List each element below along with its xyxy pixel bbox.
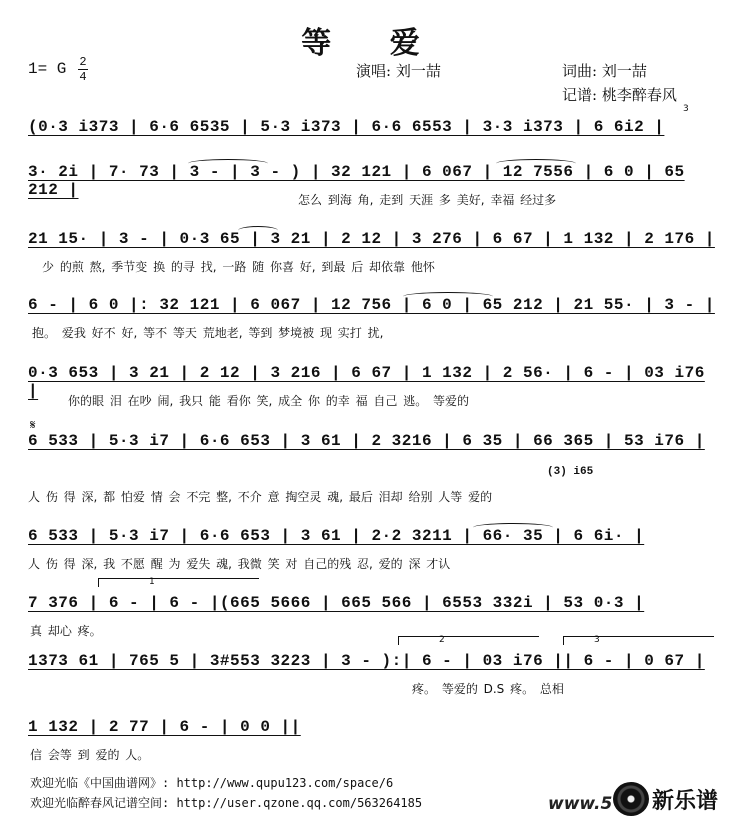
score-row-5 — [28, 364, 718, 424]
notation-line: 1 132 | 2 77 | 6 - | 0 0 || — [28, 718, 301, 736]
notation-line: 7 376 | 6 - | 6 - |(665 5666 | 665 566 | 6553 332i | 53 0·3 | — [28, 594, 645, 612]
score-row-4 — [28, 296, 718, 356]
footer-link-qupu[interactable]: 欢迎光临《中国曲谱网》: http://www.qupu123.com/space/6 — [30, 776, 394, 790]
volta-1-label: 1 — [149, 577, 155, 587]
footer-link-qzone[interactable]: 欢迎光临醉春风记谱空间: http://user.qzone.qq.com/563264185 — [30, 796, 423, 810]
notation-line: 6 533 | 5·3 i7 | 6·6 653 | 3 61 | 2·2 3211 | 66· 35 | 6 6i· | — [28, 527, 645, 545]
lyrics-line: 信 会等 到 爱的 人。 — [30, 748, 150, 762]
score-row-2 — [28, 163, 718, 223]
key-signature: 1= G — [28, 60, 67, 78]
lyrics-line: 少 的煎 熬, 季节变 换 的寻 找, 一路 随 你喜 好, 到最 后 却依靠 他怀 — [42, 260, 435, 274]
notation-line: 3· 2i | 7· 73 | 3 - | 3 - ) | 32 121 | 6 067 | 12 7556 | 6 0 | 65 212 | — [28, 163, 685, 199]
lyrics-line: 怎么 到海 角, 走到 天涯 多 美好, 幸福 经过多 — [298, 193, 557, 207]
score-row-6 — [28, 418, 718, 504]
composer-credit: 词曲: 刘一喆 — [562, 62, 647, 80]
score-row-8 — [28, 577, 718, 654]
volta-1 — [98, 578, 259, 587]
lyrics-line: 疼。 等爱的 D.S 疼。 总相 — [412, 682, 564, 696]
time-signature-bottom: 4 — [79, 70, 87, 84]
singer-credit: 演唱: 刘一喆 — [356, 62, 441, 80]
score-row-10 — [28, 718, 718, 778]
lyrics-line: 人 伤 得 深, 都 怕爱 情 会 不完 整, 不介 意 掏空灵 魂, 最后 泪却 给别 人等 爱的 — [28, 490, 493, 504]
notation-line: 6 - | 6 0 |: 32 121 | 6 067 | 12 756 | 6 0 | 65 212 | 21 55· | 3 - | — [28, 296, 715, 314]
lyrics-line: 真 却心 疼。 — [30, 624, 102, 638]
time-signature-top: 2 — [79, 55, 87, 69]
volta-2 — [398, 636, 539, 645]
song-title: 等 爱 — [301, 26, 444, 61]
lyrics-line: 你的眼 泪 在吵 闹, 我只 能 看你 笑, 成全 你 的幸 福 自己 逃。 等爱的 — [68, 394, 470, 408]
lyrics-line: 人 伤 得 深, 我 不愿 醒 为 爱失 魂, 我微 笑 对 自己的残 忍, 爱的 深 才认 — [28, 557, 451, 571]
notation-line: 0·3 653 | 3 21 | 2 12 | 3 216 | 6 67 | 1 132 | 2 56· | 6 - | 03 i76 | — [28, 364, 705, 400]
vinyl-record-icon — [613, 782, 649, 816]
notation-line: 6 533 | 5·3 i7 | 6·6 653 | 3 61 | 2 3216 | 6 35 | 66 365 | 53 i76 | — [28, 432, 705, 450]
volta-2-label: 2 — [439, 635, 445, 645]
notation-line: (0·3 i373 | 6·6 6535 | 5·3 i373 | 6·6 6553 | 3·3 i373 | 6 6i2 | — [28, 118, 665, 136]
volta-3 — [563, 636, 714, 645]
triplet-mark: 3 — [683, 104, 689, 114]
score-row-9 — [28, 635, 718, 712]
score-row-3 — [28, 230, 718, 290]
segno-icon: 𝄋 — [30, 418, 36, 433]
time-signature — [78, 56, 88, 83]
lyrics-line: 抱。 爱我 好不 好, 等不 等天 荒地老, 等到 梦境被 现 实打 扰, — [32, 326, 384, 340]
volta-3-label: 3 — [594, 635, 600, 645]
transcriber-credit: 记谱: 桃李醉春风 — [562, 86, 677, 104]
notation-line: 1373 61 | 765 5 | 3#553 3223 | 3 - ):| 6 - | 03 i76 || 6 - | 0 67 | — [28, 652, 705, 670]
watermark-brand: 新乐谱 — [652, 789, 719, 814]
notation-line: 21 15· | 3 - | 0·3 65 | 3 21 | 2 12 | 3 276 | 6 67 | 1 132 | 2 176 | — [28, 230, 715, 248]
grace-note: (3) i65 — [547, 466, 594, 478]
watermark-site: www.5 — [548, 794, 613, 814]
